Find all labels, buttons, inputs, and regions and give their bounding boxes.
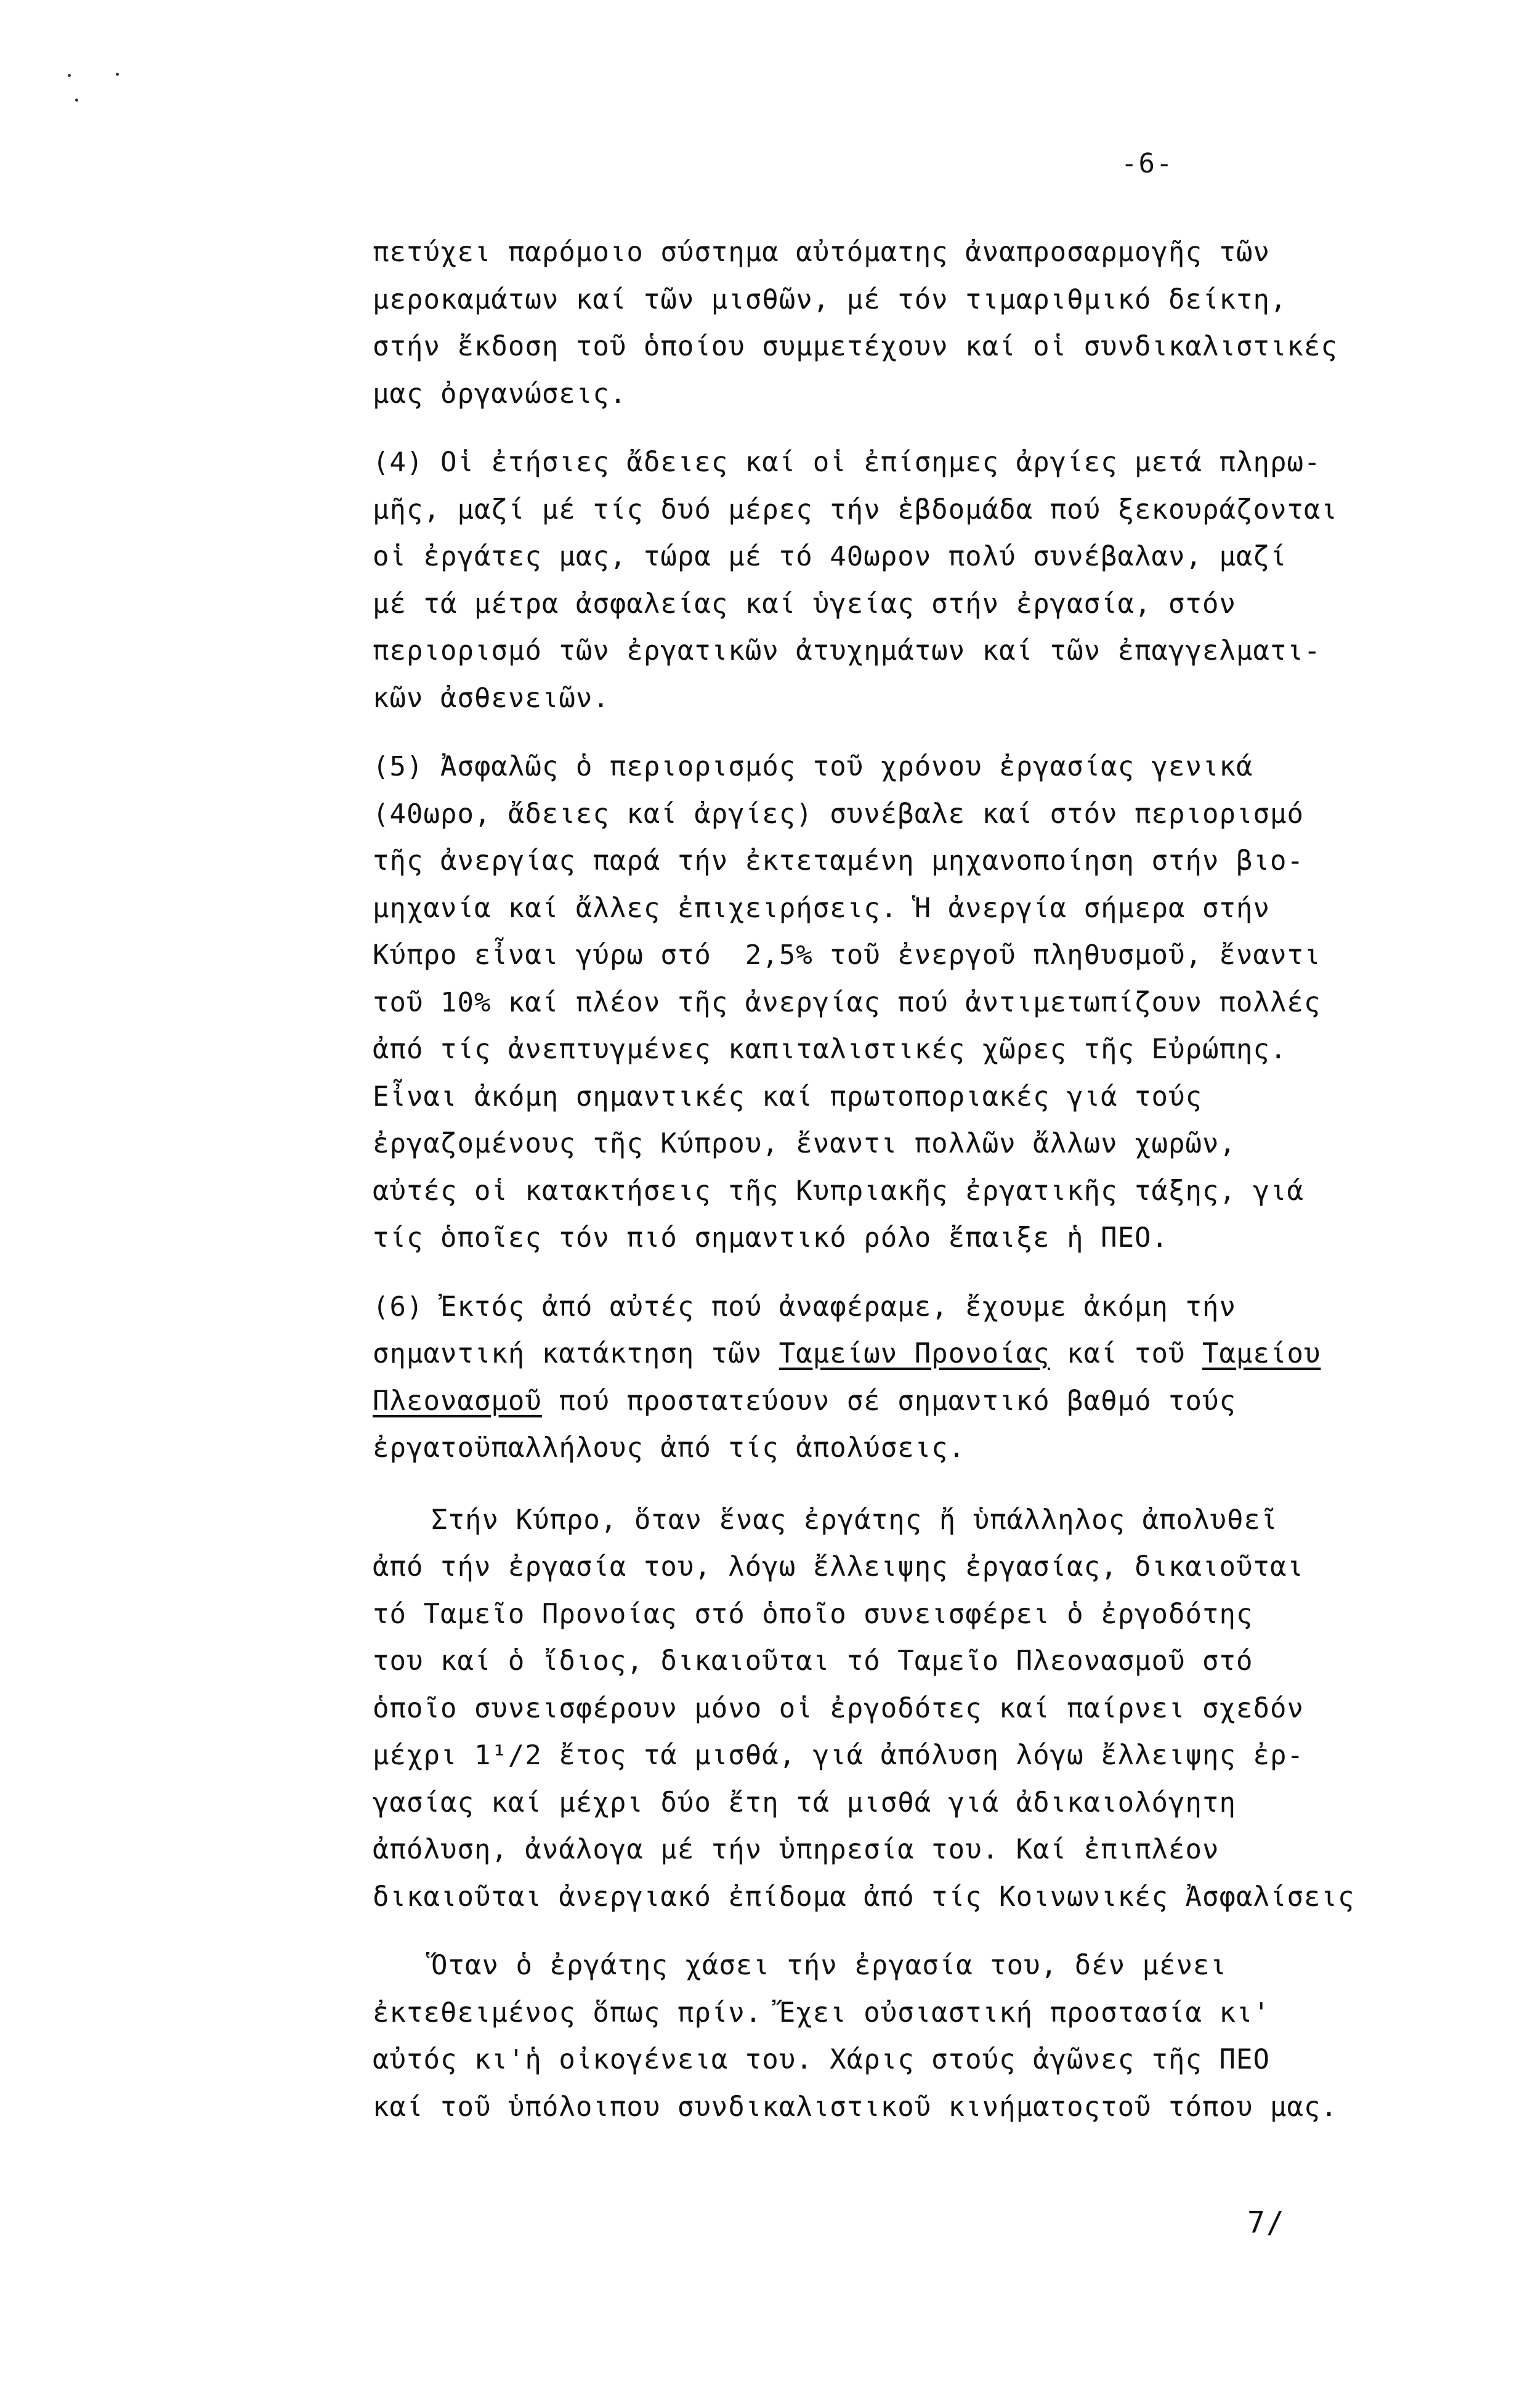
text-line: περιορισμό τῶν ἐργατικῶν ἀτυχημάτων καί τῶν ἐπαγγελματι-: [373, 635, 1321, 667]
text-line: ἐκτεθειμένος ὅπως πρίν. Ἔχει οὐσιαστική προστασία κι': [373, 1997, 1270, 2029]
text-line: τῆς ἀνεργίας παρά τήν ἐκτεταμένη μηχανοποίηση στήν βιο-: [373, 845, 1304, 877]
text-line: Ὅταν ὁ ἐργάτης χάσει τήν ἐργασία του, δέν μένει: [431, 1950, 1228, 1981]
paragraph-point-6: [373, 1284, 1475, 1472]
text-line: Κύπρο εἶναι γύρω στό 2,5% τοῦ ἐνεργοῦ πληθυσμοῦ, ἔναντι: [373, 939, 1321, 971]
text-line: μεροκαμάτων καί τῶν μισθῶν, μέ τόν τιμαριθμικό δείκτη,: [373, 283, 1287, 315]
document-body: [373, 229, 1475, 2131]
text-line: γασίας καί μέχρι δύο ἔτη τά μισθά γιά ἀδικαιολόγητη: [373, 1786, 1237, 1818]
underlined-term: Πλεονασμοῦ: [373, 1385, 542, 1417]
text-line: πετύχει παρόμοιο σύστημα αὐτόματης ἀναπροσαρμογῆς τῶν: [373, 237, 1270, 268]
text-line: ὁποῖο συνεισφέρουν μόνο οἱ ἐργοδότες καί παίρνει σχεδόν: [373, 1692, 1304, 1724]
text-line: Στήν Κύπρο, ὅταν ἕνας ἐργάτης ἤ ὑπάλληλος ἀπολυθεῖ: [431, 1504, 1278, 1536]
underlined-term: Ταμείου: [1202, 1338, 1321, 1369]
text-line: ἀπό τίς ἀνεπτυγμένες καπιταλιστικές χῶρες τῆς Εὐρώπης.: [373, 1034, 1287, 1065]
text-line: (40ωρο, ἄδειες καί ἀργίες) συνέβαλε καί στόν περιορισμό: [373, 798, 1304, 830]
continuation-marker: 7/: [1247, 2205, 1285, 2240]
text-line: μῆς, μαζί μέ τίς δυό μέρες τήν ἑβδομάδα πού ξεκουράζονται: [373, 493, 1338, 525]
underlined-term: Ταμείων Προνοίας: [779, 1338, 1050, 1369]
text-line: κῶν ἀσθενειῶν.: [373, 682, 610, 714]
text-line: αὐτός κι'ἡ οἰκογένεια του. Χάρις στούς ἀγῶνες τῆς ΠΕΟ: [373, 2044, 1270, 2075]
page-number: -6-: [1121, 148, 1174, 179]
scan-speck: [75, 99, 78, 102]
text-line: [373, 1284, 1475, 1331]
text-line: [373, 1378, 1475, 1425]
text-line: μέχρι 1¹/2 ἔτος τά μισθά, γιά ἀπόλυση λόγω ἔλλειψης ἐρ-: [373, 1740, 1304, 1771]
paragraph-point-4: [373, 439, 1475, 722]
text-segment: πού προστατεύουν σέ σημαντικό βαθμό τούς: [541, 1385, 1237, 1417]
text-line: ἐργαζομένους τῆς Κύπρου, ἔναντι πολλῶν ἄλλων χωρῶν,: [373, 1128, 1237, 1159]
text-line: Εἶναι ἀκόμη σημαντικές καί πρωτοποριακές γιά τούς: [373, 1080, 1203, 1113]
text-line: [373, 1331, 1475, 1378]
text-line: [373, 1425, 1475, 1472]
text-line: αὐτές οἱ κατακτήσεις τῆς Κυπριακῆς ἐργατικῆς τάξης, γιά: [373, 1175, 1304, 1207]
text-line: (4) Οἱ ἐτήσιες ἄδειες καί οἱ ἐπίσημες ἀργίες μετά πληρω-: [373, 447, 1321, 478]
text-line: οἱ ἐργάτες μας, τώρα μέ τό 40ωρον πολύ συνέβαλαν, μαζί: [373, 541, 1287, 572]
text-segment: ἐργατοϋπαλλήλους ἀπό τίς ἀπολύσεις.: [373, 1432, 966, 1464]
paragraph-intro-continuation: [373, 229, 1475, 418]
text-line: δικαιοῦται ἀνεργιακό ἐπίδομα ἀπό τίς Κοινωνικές Ἀσφαλίσεις: [373, 1881, 1355, 1913]
text-line: τίς ὁποῖες τόν πιό σημαντικό ρόλο ἔπαιξε ἡ ΠΕΟ.: [373, 1222, 1169, 1254]
text-segment: σημαντική κατάκτηση τῶν: [373, 1338, 779, 1369]
text-line: μας ὀργανώσεις.: [373, 378, 627, 410]
text-line: μηχανία καί ἄλλες ἐπιχειρήσεις. Ἡ ἀνεργία σήμερα στήν: [373, 892, 1270, 924]
text-line: στήν ἔκδοση τοῦ ὁποίου συμμετέχουν καί οἱ συνδικαλιστικές: [373, 331, 1338, 362]
paragraph-severance: [373, 1497, 1475, 1921]
text-line: μέ τά μέτρα ἀσφαλείας καί ὑγείας στήν ἐργασία, στόν: [373, 588, 1237, 620]
text-line: τό Ταμεῖο Προνοίας στό ὁποῖο συνεισφέρει ὁ ἐργοδότης: [373, 1598, 1253, 1630]
paragraph-point-5: [373, 744, 1475, 1262]
scan-speck: [68, 74, 71, 77]
text-line: ἀπό τήν ἐργασία του, λόγω ἔλλειψης ἐργασίας, δικαιοῦται: [373, 1551, 1304, 1583]
paragraph-protection: [373, 1942, 1475, 2131]
text-line: (5) Ἀσφαλῶς ὁ περιορισμός τοῦ χρόνου ἐργασίας γενικά: [373, 751, 1253, 782]
text-line: ἀπόλυση, ἀνάλογα μέ τήν ὑπηρεσία του. Καί ἐπιπλέον: [373, 1834, 1220, 1865]
text-segment: καί τοῦ: [1050, 1338, 1203, 1369]
text-line: του καί ὁ ἴδιος, δικαιοῦται τό Ταμεῖο Πλεονασμοῦ στό: [373, 1645, 1253, 1677]
text-line: τοῦ 10% καί πλέον τῆς ἀνεργίας πού ἀντιμετωπίζουν πολλές: [373, 986, 1321, 1018]
text-segment: (6) Ἐκτός ἀπό αὐτές πού ἀναφέραμε, ἔχουμε ἀκόμη τήν: [373, 1291, 1237, 1323]
scan-speck: [116, 73, 119, 76]
text-line: καί τοῦ ὑπόλοιπου συνδικαλιστικοῦ κινήματοςτοῦ τόπου μας.: [373, 2091, 1338, 2123]
